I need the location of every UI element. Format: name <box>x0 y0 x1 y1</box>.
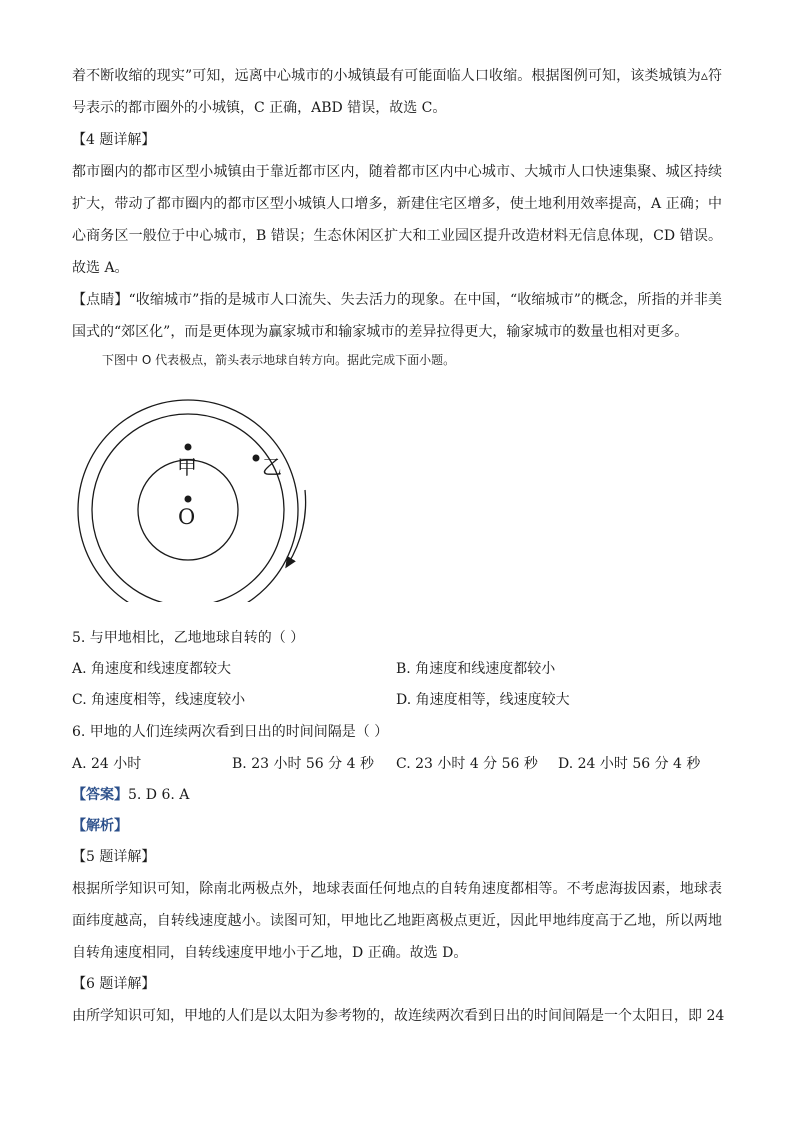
analysis-line: 面纬度越高，自转线速度越小。读图可知，甲地比乙地距离极点更近，因此甲地纬度高于乙地，所以两地 <box>72 913 722 929</box>
point-yi <box>253 455 260 462</box>
analysis-line: 由所学知识可知，甲地的人们是以太阳为参考物的，故连续两次看到日出的时间间隔是一个太阳日，即 24 <box>72 1008 725 1024</box>
answer-line <box>72 785 722 805</box>
paragraph-line: 都市圈内的都市区型小城镇由于靠近都市区内，随着都市区内中心城市、大城市人口快速集聚、城区持续 <box>72 164 722 180</box>
pole-point <box>185 496 192 503</box>
figure-caption: 下图中 O 代表极点，箭头表示地球自转方向。据此完成下面小题。 <box>102 353 456 367</box>
dianjing-line: 【点睛】“收缩城市”指的是城市人口流失、失去活力的现象。在中国，“收缩城市”的概念，所指的并非美 <box>72 292 722 308</box>
label-yi: 乙 <box>262 455 282 479</box>
paragraph-line: 着不断收缩的现实”可知，远离中心城市的小城镇最有可能面临人口收缩。根据图例可知，该类城镇为▵符 <box>72 68 722 84</box>
answer-label: 【答案】 <box>72 787 128 803</box>
analysis-label: 【解析】 <box>72 818 128 834</box>
section-heading-q5: 【5 题详解】 <box>72 849 156 865</box>
q6-option-d: D. 24 小时 56 分 4 秒 <box>558 756 701 772</box>
q5-option-c: C. 角速度相等，线速度较小 <box>72 692 246 708</box>
q6-option-b: B. 23 小时 56 分 4 秒 <box>232 756 374 772</box>
section-heading-q6: 【6 题详解】 <box>72 976 156 992</box>
label-o: O <box>178 505 196 529</box>
paragraph-line: 号表示的都市圈外的小城镇，C 正确，ABD 错误，故选 C。 <box>72 100 447 116</box>
rotation-diagram <box>70 392 320 602</box>
q6-option-a: A. 24 小时 <box>72 756 142 772</box>
question-6-stem: 6. 甲地的人们连续两次看到日出的时间间隔是（ ） <box>72 724 389 740</box>
answer-text: 5. D 6. A <box>128 787 190 803</box>
paragraph-line: 心商务区一般位于中心城市，B 错误；生态休闲区扩大和工业园区提升改造材料无信息体现，CD 错误。 <box>72 228 722 244</box>
label-jia: 甲 <box>177 455 197 479</box>
dianjing-line: 国式的“郊区化”，而是更体现为赢家城市和输家城市的差异拉得更大，输家城市的数量也相对更多。 <box>72 324 689 340</box>
q5-option-b: B. 角速度和线速度都较小 <box>396 661 556 677</box>
analysis-line: 自转角速度相同，自转线速度甲地小于乙地，D 正确。故选 D。 <box>72 945 468 961</box>
point-jia <box>185 444 192 451</box>
question-5-stem: 5. 与甲地相比，乙地地球自转的（ ） <box>72 630 305 646</box>
q5-option-a: A. 角速度和线速度都较大 <box>72 661 232 677</box>
q5-option-d: D. 角速度相等，线速度较大 <box>396 692 570 708</box>
analysis-line: 根据所学知识可知，除南北两极点外，地球表面任何地点的自转角速度都相等。不考虑海拔因素，地球表 <box>72 881 722 897</box>
paragraph-line: 故选 A。 <box>72 260 129 276</box>
paragraph-line: 扩大，带动了都市圈内的都市区型小城镇人口增多，新建住宅区增多，使土地利用效率提高，A 正确；中 <box>72 196 722 212</box>
section-heading-q4: 【4 题详解】 <box>72 132 156 148</box>
q6-option-c: C. 23 小时 4 分 56 秒 <box>396 756 538 772</box>
